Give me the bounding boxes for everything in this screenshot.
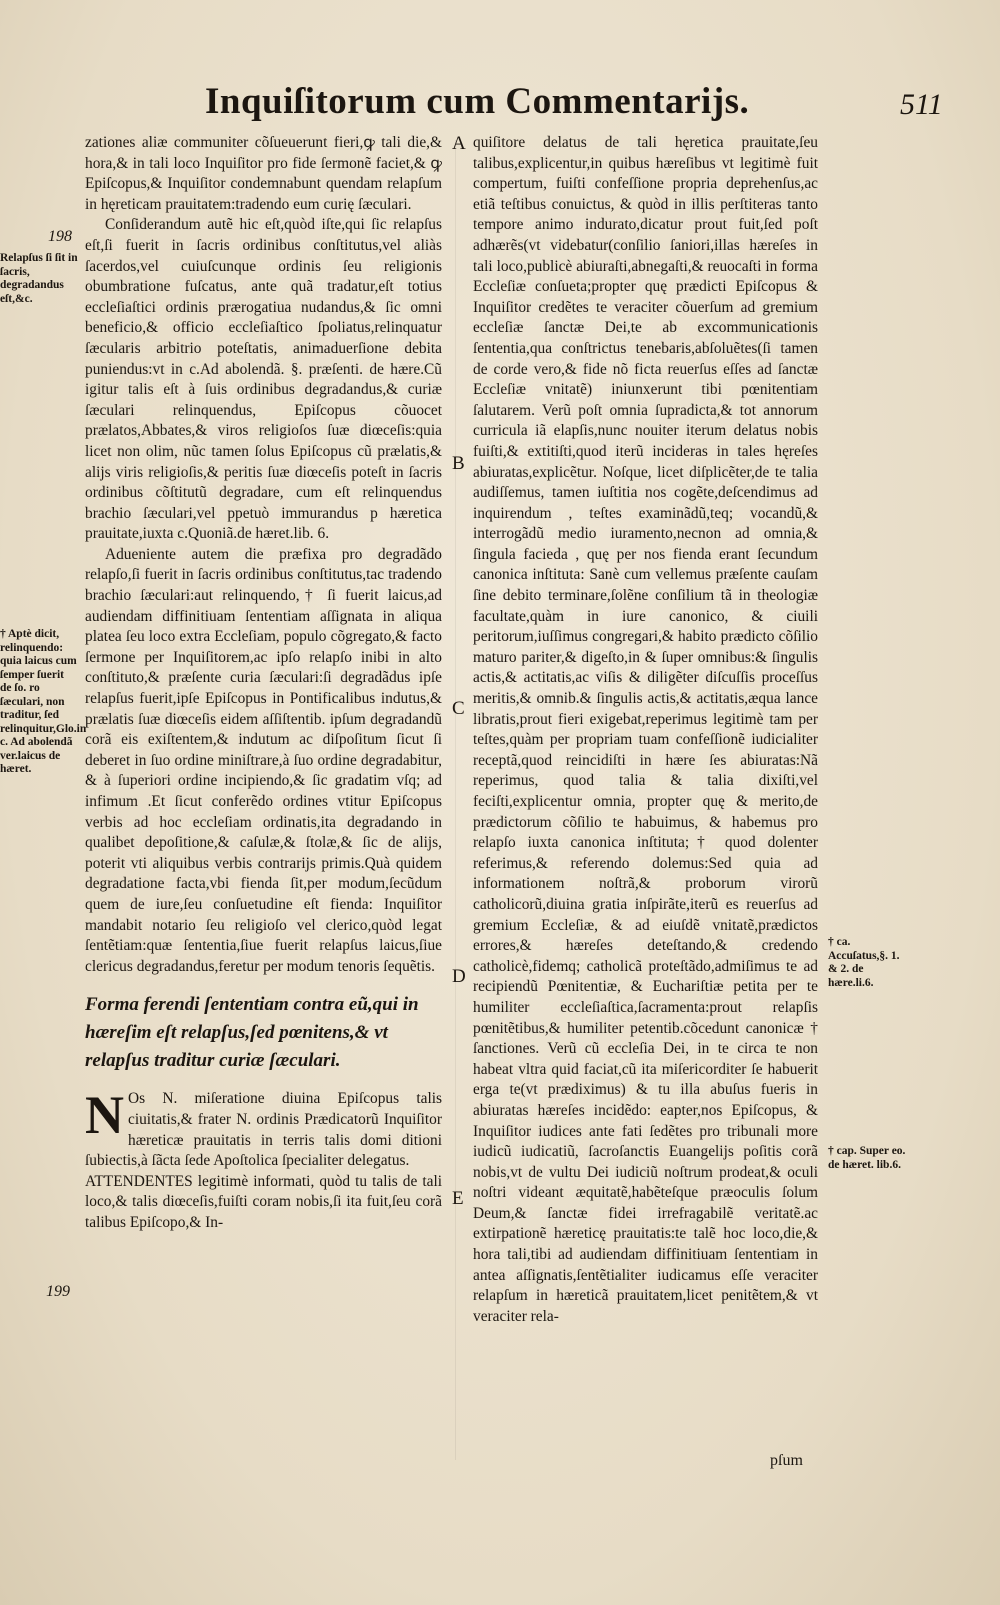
right-margin-note-1: † ca. Accuſatus,§. 1. & 2. de hære.li.6. xyxy=(828,936,900,989)
section-letter-e: E xyxy=(452,1188,464,1209)
right-column xyxy=(473,133,818,1327)
section-letter-a: A xyxy=(452,133,466,154)
section-letter-d: D xyxy=(452,966,466,987)
running-head xyxy=(0,80,1000,132)
paragraph-number-198: 198 xyxy=(48,228,72,245)
right-paragraph-1: quiſitore delatus de tali hęretica prauitate,ſeu talibus,explicentur,in quibus hæreſibus vt legitimè fuit compertum, fuiſti confeſſione propria deprehenſus,ac etiã teſtibus conuictus, & quòd in illis perſtiteras tanto tempore animo indurato,dicatur prout fuit,ſed poſt adhærẽs(vt videbatur(conſilio ſaniori,illas hæreſes in tali loco,publicè abiuraſti,abnegaſti,& reuocaſti in forma Eccleſiæ conſueta;propter quę prædicti Epiſcopus & Inquiſitor credẽtes te veraciter cõuerſum ad gremium eccleſiæ ſanctæ Dei,te ab excommunicationis ſententia,qua conſtrictus tenebaris,abſoluẽtes(ſi tamen de corde vero,& fide nõ ficta reuerſus eſſes ad ſanctæ Eccleſiæ vnitatẽ) iniunxerunt tibi pœnitentiam ſalutarem. Verũ poſt omnia ſupradicta,& tot annorum curricula iã elapſis,nunc nouiter iterum delatus nobis fuiſti,& extitiſti,quod iterũ incideras in tales hęreſes abiuratas,explicẽtur. Noſque, licet diſplicẽter,de te talia audiſſemus, tamen iuſtitia nos cogẽte,deſcendimus ad inquirendum , teſtes examinãdũ,teq; vocandũ,& interrogãdũ medio iuramento,necnon ad omnia,& ſingula facieda , quę per nos fienda erant ſecundum canonica inſtituta: Sanè cum vellemus præſente cauſam ſine debito terminare,ſolẽne conſilium tã in theologiæ facultate,quàm in iure canonico, & ciuili peritorum,iuſſimus congregari,& habito prædicto cõſilio maturo pariter,& digeſto,in & ſuper omnibus:& ſingulis actis,& actitatis,ac viſis & diligẽter diſcuſſis proceſſus meritis,& omnib.& ſingulis actis,& actitatis,æqua lance libratis,prout fieri exigebat,reperimus legitimè tam per teſtes,quàm per propriam tuam confeſſionẽ iudicialiter receptã,quod reincidiſti in hære ſes abiuratas:Nã reperimus, quod talia & talia dixiſti,vel feciſti,explicentur omnia, propter quę & merito,de prædictorum cõſilio te habuimus, & habemus pro relapſo iuxta canonica inſtituta;† quod dolenter referimus,& referendo dolemus:Sed quia ad informationem noſtrã,& proborum virorũ catholicorũ,diuina gratia inſpirãte,iterũ es reuerſus ad gremium Eccleſiæ, & ad eiuſdẽ vnitatẽ,prædictos errores,& hæreſes deteſtando,& credendo catholicè,fidemq; catholicã proteſtãdo,admiſimus te ad recipiendũ Pœnitentiæ, & Euchariſtiæ petita per te humiliter eccleſiaſtica,ſacramenta:prout relapſis pœnitẽtibus,& humiliter petentib.cõcedunt canonicæ † ſanctiones. Verũ cũ eccleſia Dei, in te circa te non habeat vltra quid faciat,cũ ita miſericorditer ſe habuerit erga te(vt prædiximus) & tu illa abuſus fueris in abiuratas hæreſes incidẽdo: eapter,nos Epiſcopus, & Inquiſitor iudices ante fati ſedẽtes pro tribunali more iudicũ iudicatiũ, ſacroſanctis Euangelijs poſitis corã nobis,vt de vultu Dei iudiciũ noſtrum prodeat,& oculi noſtri videant æquitatẽ,habẽteſque præoculis ſolum Deum,& ſanctæ fidei irrefragabilẽ veritatẽ.ac extirpationẽ hæreticę prauitatis:te talẽ hoc loco,die,& hora tali,tibi ad audiendam diffinitiuam ſententiam in antea aſſignatis,ſentẽtialiter iudicamus eſſe veraciter relapſum in hæreticã prauitatem,licet penitẽtem,& vt veraciter rela- xyxy=(473,134,818,1325)
decree-opening xyxy=(85,1085,442,1233)
left-margin-note-1: Relapſus ſi ſit in ſacris, degradandus eſt,&c. xyxy=(0,252,78,305)
decree-paragraph-2: ATTENDENTES legitimè informati, quòd tu talis de tali loco,& talis diœceſis,fuiſti coram nobis,ſi ita fuit,ſeu corã talibus Epiſcopo,& In- xyxy=(85,1172,442,1231)
section-letter-c: C xyxy=(452,698,465,719)
decree-paragraph-1: Os N. miſeratione diuina Epiſcopus talis ciuitatis,& frater N. ordinis Prædicatorũ Inquiſitor hæreticæ prauitatis in terris talis domi ditioni ſubiectis,à ſãcta ſede Apoſtolica ſpecialiter delegatus. xyxy=(85,1090,442,1170)
left-column xyxy=(85,133,442,1234)
column-gutter xyxy=(455,140,456,1460)
left-paragraph-3: Adueniente autem die præfixa pro degradãdo relapſo,ſi fuerit in ſacris ordinibus conſtitutus,tac tradendo brachio ſæculari:aut relinquendo,† ſi fuerit laicus,ad audiendam diffinitiuam ſententiam aſſignata in aliqua platea ſeu loco extra Eccleſiam, populo cõgregato,& facto ſermone per Inquiſitorem,ac ipſo relapſo inibi in alto conſtituto,& præſente curia ſæculari:ſi degradãdus ipſe relapſus fuerit,ipſe Epiſcopus in Pontificalibus indutus,& prælatis ſuæ diœceſis eidem aſſiſtentib. ipſum degradandũ corã eis exiſtentem,& indutum ac diſpoſitum ſicut ſi deberet in ſuo ordine miniſtrare,à ſuo ordine degradabitur, & à ſuperiori ordine incipiendo,& ſic gradatim vſq; ad infimum .Et ſicut conferẽdo ordines vtitur Epiſcopus verbis ad hoc eccleſiam ordinatis,ita degradando in qualibet depoſitione,& caſulæ,& ſtolæ,& ſic de alijs, poterit vti aliquibus verbis contrarijs primis.Quà quidem degradatione facta,vbi fienda ſit,per modum,ſecũdum quem de iure,ſeu conſuetudine eſt fienda: Inquiſitor mandabit notario ſeu religioſo vel clerico,quòd legat ſentẽtiam:quæ ſententia,ſiue fuerit relapſus laicus,ſiue clericus degradandus,feretur per modum tenoris ſequẽtis. xyxy=(85,545,442,975)
catchword: pſum xyxy=(770,1452,803,1469)
left-margin-note-2: † Aptè dicit, relinquendo: quia laicus cum ſemper ſuerit de ſo. ro ſæculari, non traditur, ſed relinquitur,Glo.in c. Ad abolendã ver.laicus de hæret. xyxy=(0,628,87,775)
left-paragraph-2: Conſiderandum autẽ hic eſt,quòd iſte,qui ſic relapſus eſt,ſi fuerit in ſacris ordinibus conſtitutus,vel aliàs ſacerdos,vel cuiuſcunque ordinis ſeu religionis obumbratione fuſcatus, ante quã tradatur,eſt totius eccleſiaſtici ordinis prærogatiua nudandus,& ſic omni beneficio,& officio eccleſiaſtico ſpoliatus,relinquatur ſæcularis arbitrio poteſtatis, animaduerſione debita puniendus:vt in c.Ad abolendã. §. præſenti. de hære.Cũ igitur talis eſt à ſuis ordinibus degradandus,& curiæ ſæculari relinquendus, Epiſcopus cõuocet prælatos,Abbates,& viros religioſos ſuæ diœceſis:quia licet non olim, nũc tamen ſolus Epiſcopus cũ prælatis,& alijs viris religioſis,& peritis ſuæ diœceſis poteſt in ſacris ordinibus cõſtitutũ degradare, cum eſt relinquendus brachio ſæculari,vel ppetuò immurandus p hæretica prauitate,iuxta c.Quoniã.de hæret.lib. 6. xyxy=(85,216,442,543)
right-margin-note-2: † cap. Super eo. de hæret. lib.6. xyxy=(828,1145,906,1171)
section-letter-b: B xyxy=(452,453,465,474)
paragraph-number-199: 199 xyxy=(46,1283,70,1300)
drop-cap: N xyxy=(85,1085,124,1146)
section-rubric: Forma ferendi ſententiam contra eũ,qui in hæreſim eſt relapſus,ſed pœnitens,& vt relapſus traditur curiæ ſæculari. xyxy=(85,994,419,1072)
folio-number: 511 xyxy=(900,88,943,121)
page-header-title: Inquiſitorum cum Commentarijs. xyxy=(205,81,750,122)
left-paragraph-1: zationes aliæ communiter cõſueuerunt fieri,ꝙ tali die,& hora,& in tali loco Inquiſitor pro fide ſermonẽ faciet,& ꝙ Epiſcopus,& Inquiſitor condemnabunt quendam relapſum in hęreticam prauitatem:tradendo eum curię ſæculari. xyxy=(85,134,442,213)
